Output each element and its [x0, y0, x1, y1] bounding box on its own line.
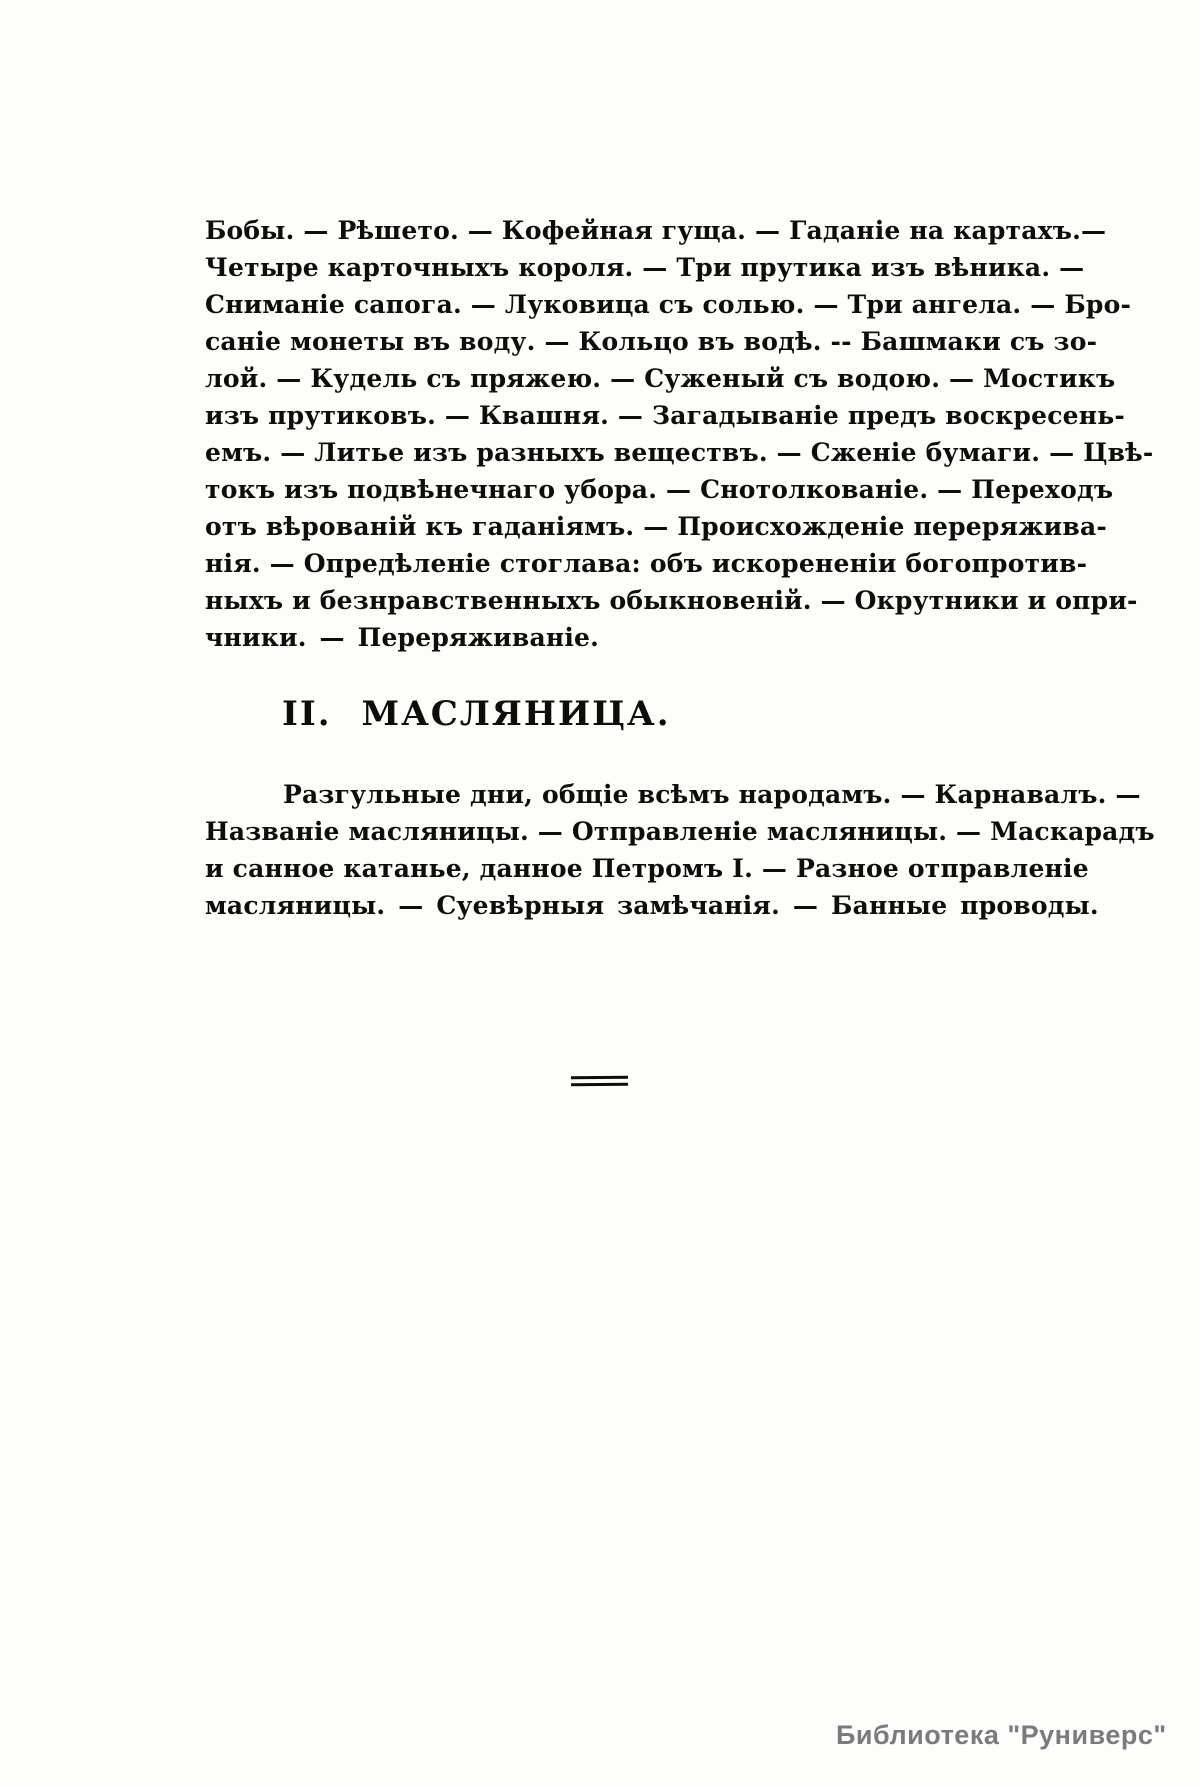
text-line: нія. — Опредѣленіе стоглава: объ искорененіи богопротив- [205, 549, 1088, 578]
text-line: ныхъ и безнравственныхъ обыкновеній. — Окрутники и опри- [205, 586, 1138, 615]
section-divider [571, 1076, 628, 1087]
text-line: изъ прутиковъ. — Квашня. — Загадываніе предъ воскресень- [205, 401, 1125, 430]
text-line: Названіе масляницы. — Отправленіе масляницы. — Маскарадъ [205, 817, 1155, 846]
chapter-1-summary-paragraph [205, 212, 1154, 656]
text-line: токъ изъ подвѣнечнаго убора. — Снотолкованіе. — Переходъ [205, 475, 1114, 504]
text-line: масляницы. — Суевѣрныя замѣчанія. — Банные проводы. [205, 891, 1099, 920]
text-line: Четыре карточныхъ короля. — Три прутика изъ вѣника. — [205, 253, 1085, 282]
library-watermark: Библиотека "Руниверс" [836, 1720, 1167, 1750]
text-line: емъ. — Литье изъ разныхъ веществъ. — Сженіе бумаги. — Цвѣ- [205, 438, 1154, 467]
text-line: отъ вѣрованій къ гаданіямъ. — Происхожденіе переряжива- [205, 512, 1107, 541]
chapter-heading: II. МАСЛЯНИЦА. [282, 694, 671, 734]
text-line: Сниманіе сапога. — Луковица съ солью. — Три ангела. — Бро- [205, 290, 1132, 319]
text-line: Бобы. — Рѣшето. — Кофейная гуща. — Гаданіе на картахъ.— [205, 216, 1107, 245]
text-line: и санное катанье, данное Петромъ I. — Разное отправленіе [205, 854, 1089, 883]
text-line: Разгульные дни, общіе всѣмъ народамъ. — Карнавалъ. — [283, 780, 1141, 809]
text-line: саніе монеты въ воду. — Кольцо въ водѣ. -- Башмаки съ зо- [205, 327, 1098, 356]
text-line: лой. — Кудель съ пряжею. — Суженый съ водою. — Мостикъ [205, 364, 1116, 393]
chapter-2-summary-paragraph [205, 776, 1155, 924]
text-line: чники. — Переряживаніе. [205, 623, 600, 652]
